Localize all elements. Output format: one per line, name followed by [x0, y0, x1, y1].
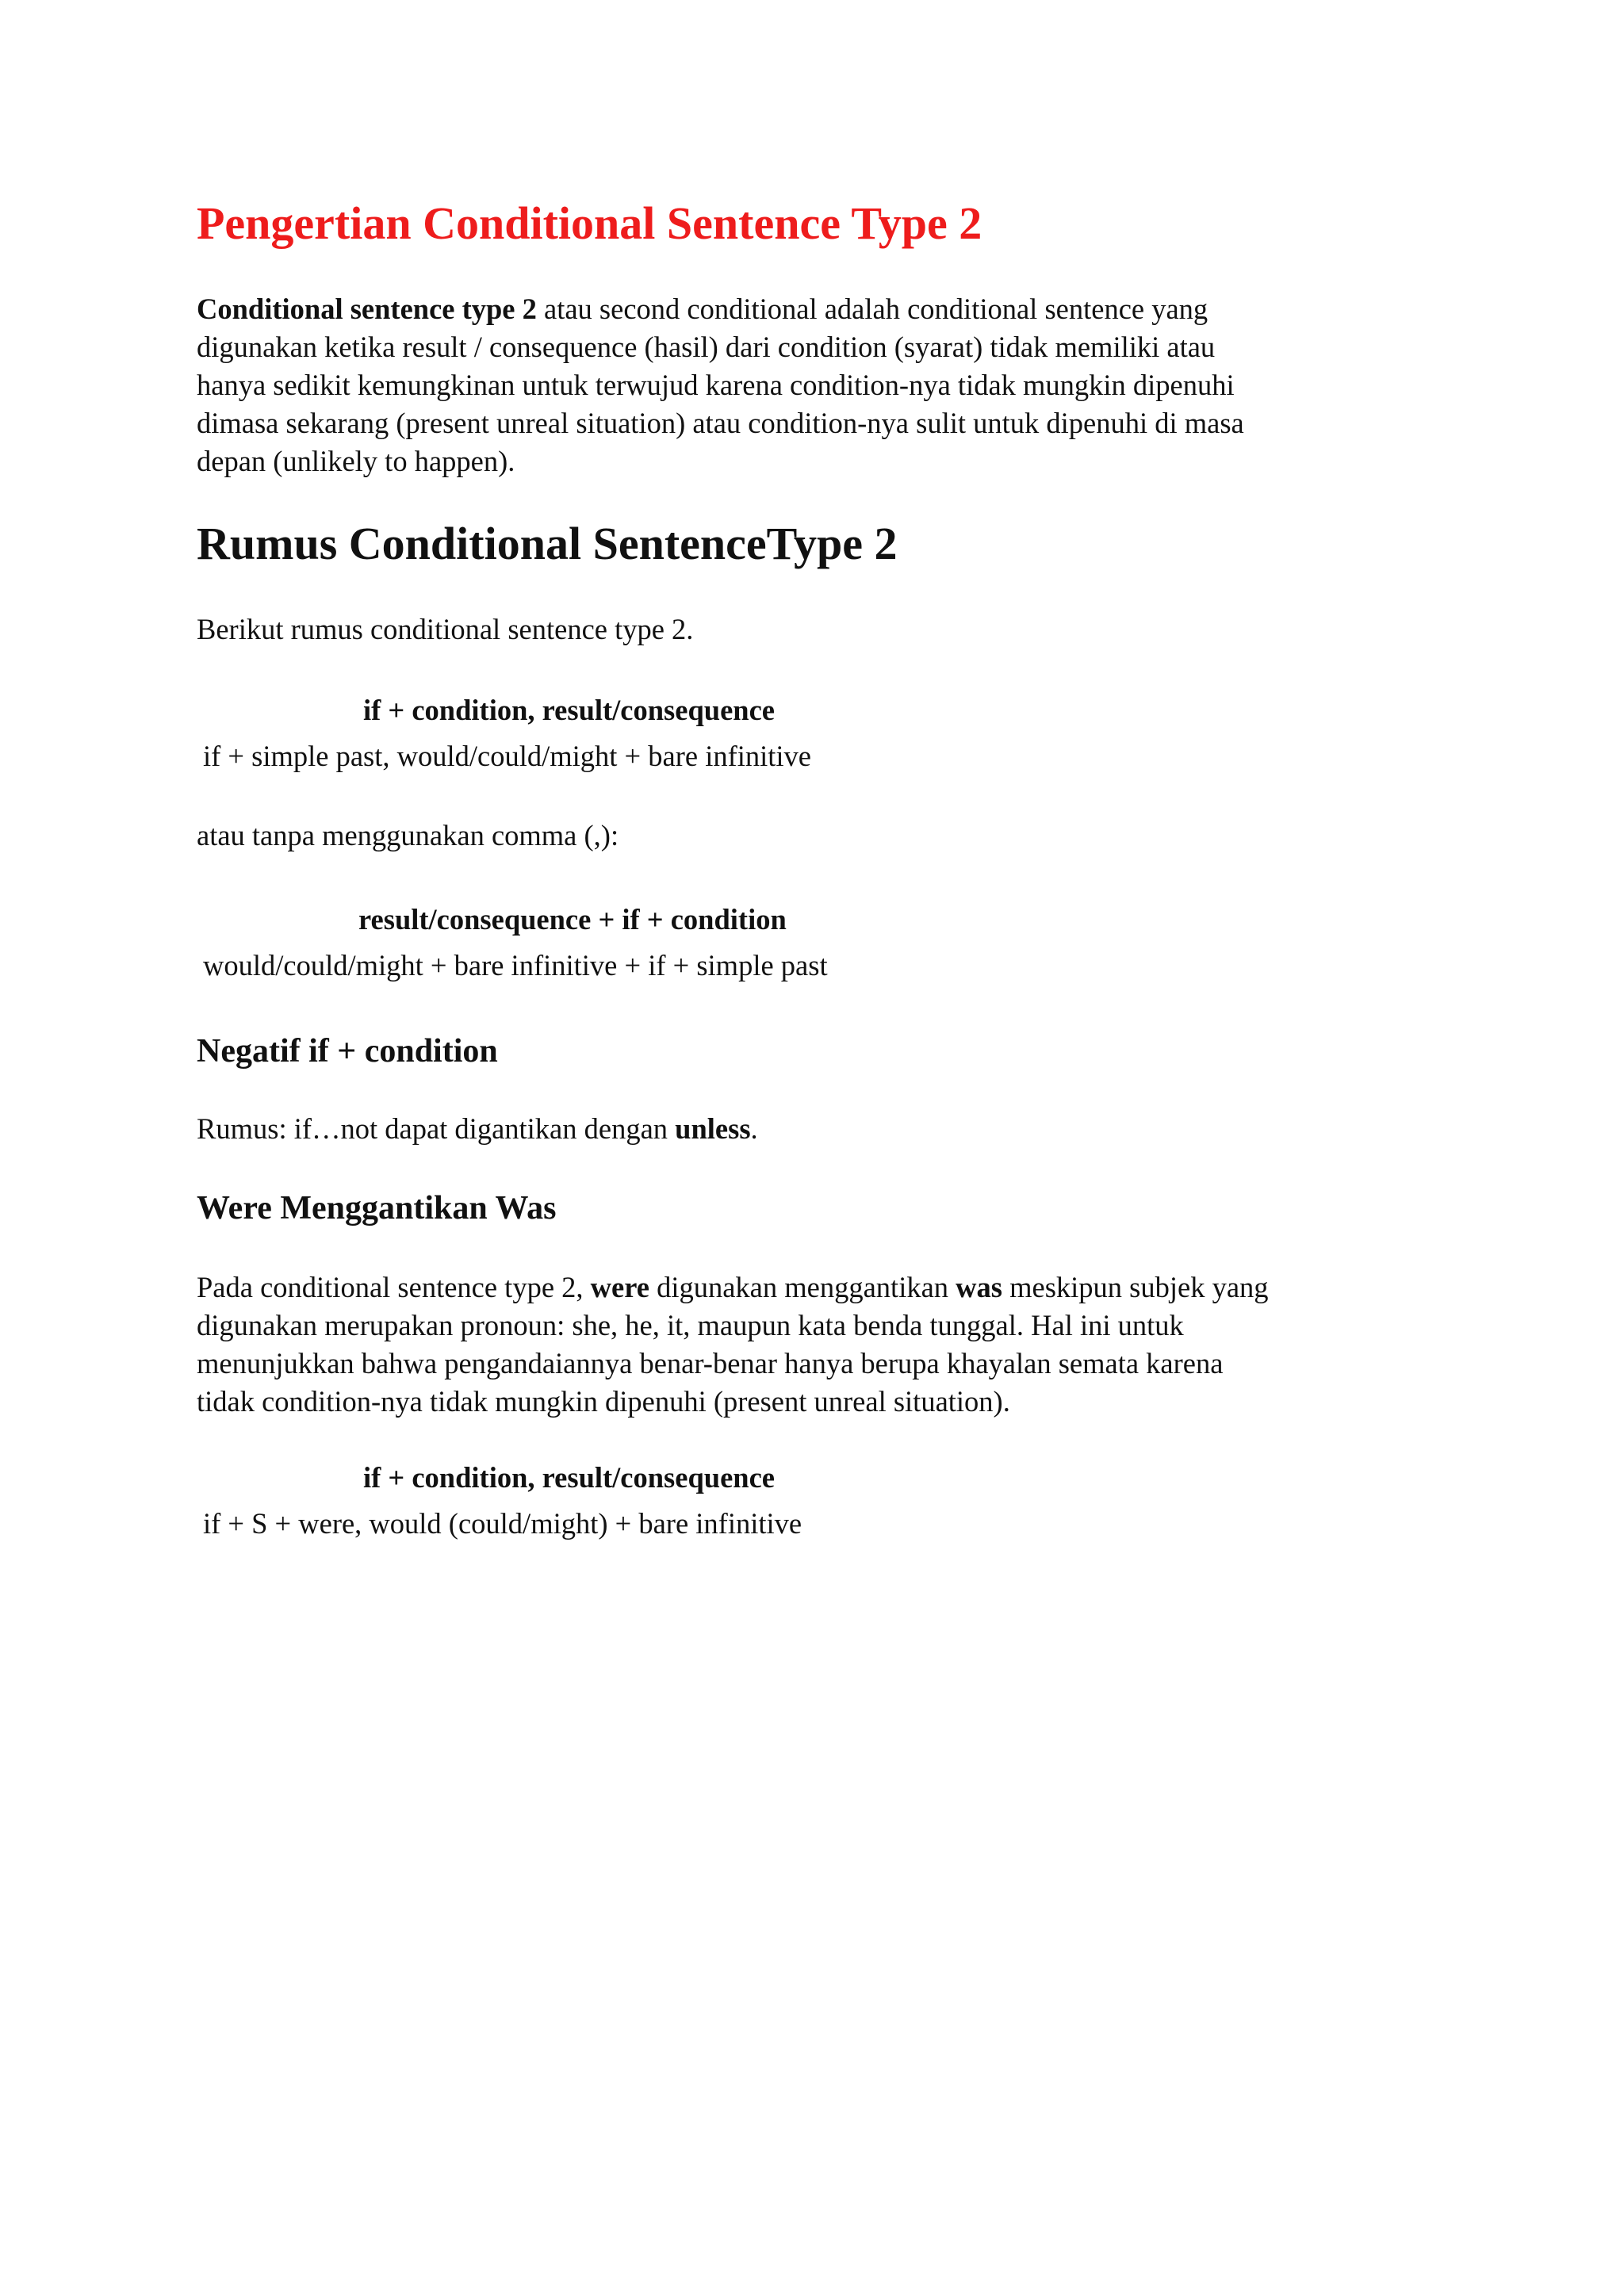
were-line-4: tidak condition-nya tidak mungkin dipenuhi (present unreal situation). — [197, 1385, 1010, 1418]
were-line-1-b: digunakan menggantikan — [649, 1271, 956, 1303]
heading-negatif: Negatif if + condition — [197, 1033, 498, 1070]
definition-line-5: depan (unlikely to happen). — [197, 445, 515, 477]
was-bold-word: was — [956, 1271, 1002, 1303]
were-line-1-c: meskipun subjek yang — [1002, 1271, 1269, 1303]
heading-were: Were Menggantikan Was — [197, 1190, 557, 1226]
heading-rumus: Rumus Conditional SentenceType 2 — [197, 518, 898, 569]
were-line-1-a: Pada conditional sentence type 2, — [197, 1271, 591, 1303]
definition-bold-lead: Conditional sentence type 2 — [197, 293, 537, 325]
negatif-bold-word: unless — [675, 1112, 751, 1145]
definition-line-4: dimasa sekarang (present unreal situation) atau condition-nya sulit untuk dipenuhi di masa — [197, 407, 1244, 439]
were-bold-word: were — [590, 1271, 649, 1303]
formula-2-body: would/could/might + bare infinitive + if + simple past — [203, 949, 828, 982]
formula-2-head: result/consequence + if + condition — [358, 903, 787, 936]
formula-1-body: if + simple past, would/could/might + bare infinitive — [203, 740, 811, 772]
were-line-2: digunakan merupakan pronoun: she, he, it, maupun kata benda tunggal. Hal ini untuk — [197, 1309, 1184, 1341]
definition-paragraph — [197, 290, 1244, 480]
definition-line-1 — [197, 290, 1244, 328]
definition-line-1-text: atau second conditional adalah conditional sentence yang — [536, 293, 1208, 325]
negatif-paragraph — [197, 1110, 758, 1148]
rumus-intro: Berikut rumus conditional sentence type 2. — [197, 613, 694, 645]
definition-line-3: hanya sedikit kemungkinan untuk terwujud karena condition-nya tidak mungkin dipenuhi — [197, 369, 1235, 401]
negatif-suffix: . — [750, 1112, 758, 1145]
formula-1-head: if + condition, result/consequence — [363, 694, 775, 726]
formula-3-body: if + S + were, would (could/might) + bare infinitive — [203, 1507, 802, 1540]
negatif-prefix: Rumus: if…not dapat digantikan dengan — [197, 1112, 676, 1145]
were-line-3: menunjukkan bahwa pengandaiannya benar-benar hanya berupa khayalan semata karena — [197, 1347, 1224, 1380]
heading-definition: Pengertian Conditional Sentence Type 2 — [197, 197, 982, 249]
were-line-1 — [197, 1269, 1269, 1307]
definition-line-2: digunakan ketika result / consequence (hasil) dari condition (syarat) tidak memiliki atau — [197, 331, 1216, 363]
formula-3-head: if + condition, result/consequence — [363, 1461, 775, 1494]
were-paragraph — [197, 1269, 1269, 1421]
comma-note: atau tanpa menggunakan comma (,): — [197, 819, 619, 851]
